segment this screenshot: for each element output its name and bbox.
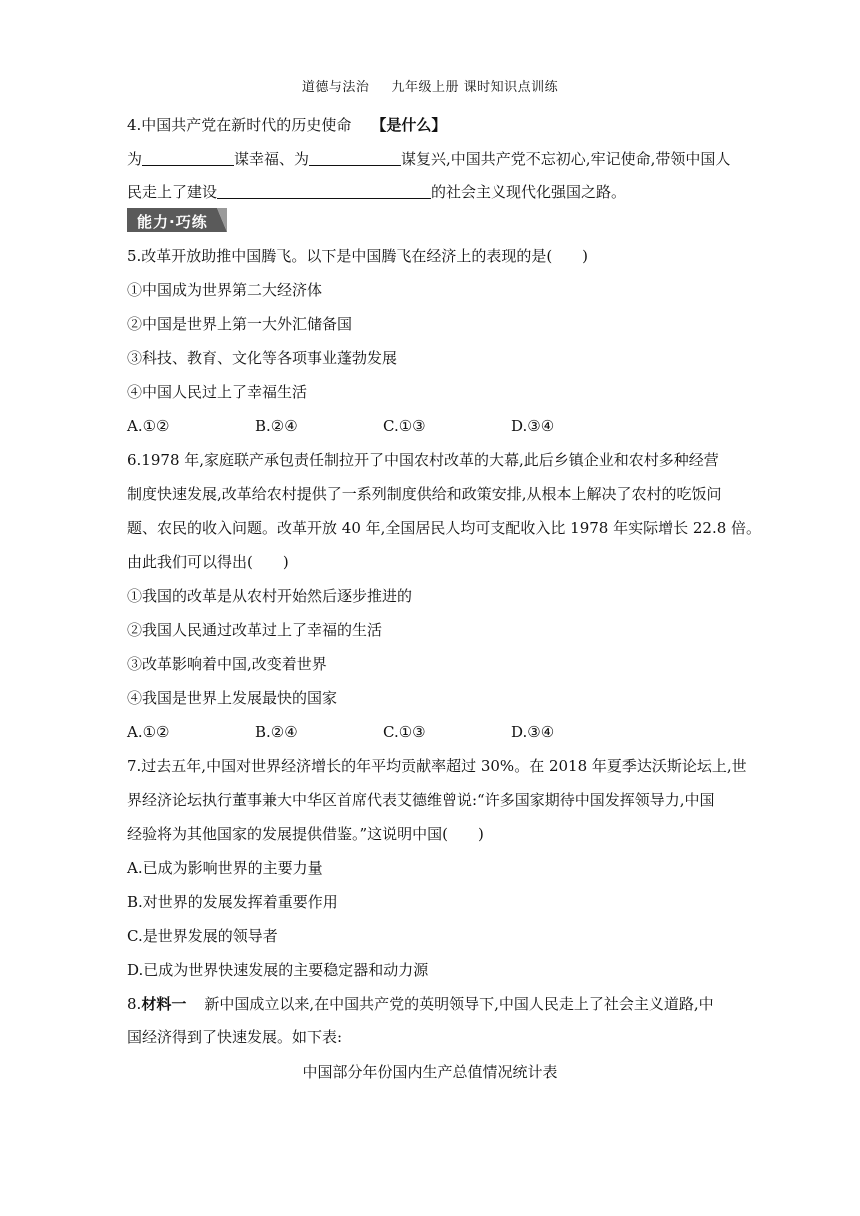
q4-text: 民走上了建设 bbox=[127, 183, 218, 201]
q7-stem-line: 7.过去五年,中国对世界经济增长的年平均贡献率超过 30%。在 2018 年夏季达沃斯论坛上,世 bbox=[127, 757, 747, 775]
q5-item: ③科技、教育、文化等各项事业蓬勃发展 bbox=[127, 349, 398, 367]
q6-ask bbox=[127, 552, 289, 572]
q6-option-b[interactable]: B.②④ bbox=[255, 723, 298, 741]
q7-choice-c[interactable]: C.是世界发展的领导者 bbox=[127, 927, 278, 945]
q5-item: ②中国是世界上第一大外汇储备国 bbox=[127, 315, 353, 333]
q6-item: ②我国人民通过改革过上了幸福的生活 bbox=[127, 621, 383, 639]
header-grade-course: 九年级上册 课时知识点训练 bbox=[391, 80, 559, 95]
q7-choice-d[interactable]: D.已成为世界快速发展的主要稳定器和动力源 bbox=[127, 961, 429, 979]
q6-item: ①我国的改革是从农村开始然后逐步推进的 bbox=[127, 587, 413, 605]
q6-paren-close: ) bbox=[282, 553, 289, 571]
q6-option-c[interactable]: C.①③ bbox=[383, 723, 426, 741]
q4-title: 4.中国共产党在新时代的历史使命 bbox=[127, 116, 352, 134]
q6-option-d[interactable]: D.③④ bbox=[511, 723, 555, 741]
q5-stem bbox=[127, 246, 588, 266]
q5-stem-text: 5.改革开放助推中国腾飞。以下是中国腾飞在经济上的表现的是( bbox=[127, 247, 553, 265]
q4-blank-3[interactable] bbox=[217, 182, 431, 199]
q7-stem-line bbox=[127, 824, 484, 844]
q6-stem-line: 6.1978 年,家庭联产承包责任制拉开了中国农村改革的大幕,此后乡镇企业和农村多种经营 bbox=[127, 451, 719, 469]
q6-stem-line: 题、农民的收入问题。改革开放 40 年,全国居民人均可支配收入比 1978 年实际增长 22.8 倍。 bbox=[127, 519, 762, 537]
q4-text: 的社会主义现代化强国之路。 bbox=[431, 183, 627, 201]
q6-stem-line: 制度快速发展,改革给农村提供了一系列制度供给和政策安排,从根本上解决了农村的吃饭问 bbox=[127, 485, 722, 503]
header-subject: 道德与法治 bbox=[301, 80, 370, 95]
q8-material-line-2: 国经济得到了快速发展。如下表: bbox=[127, 1028, 343, 1046]
q7-choice-b[interactable]: B.对世界的发展发挥着重要作用 bbox=[127, 893, 338, 911]
q6-ask-text: 由此我们可以得出( bbox=[127, 553, 253, 571]
q8-table-title: 中国部分年份国内生产总值情况统计表 bbox=[302, 1063, 558, 1081]
q7-choice-a[interactable]: A.已成为影响世界的主要力量 bbox=[127, 859, 323, 877]
q5-paren-close: ) bbox=[582, 247, 589, 265]
q5-item: ④中国人民过上了幸福生活 bbox=[127, 383, 308, 401]
q4-title-line bbox=[127, 115, 446, 135]
section-label: 能力·巧练 bbox=[137, 213, 208, 231]
q5-item: ①中国成为世界第二大经济体 bbox=[127, 281, 323, 299]
q6-item: ④我国是世界上发展最快的国家 bbox=[127, 689, 338, 707]
q8-material-label: 材料一 bbox=[141, 995, 187, 1013]
q8-number: 8. bbox=[127, 995, 142, 1013]
q4-fill-line-2 bbox=[127, 182, 626, 202]
q8-material-line bbox=[127, 994, 714, 1014]
q5-options bbox=[127, 416, 639, 436]
q6-options bbox=[127, 722, 639, 742]
q5-option-c[interactable]: C.①③ bbox=[383, 417, 426, 435]
q4-text: 谋幸福、为 bbox=[234, 150, 310, 168]
q4-fill-line-1 bbox=[127, 149, 730, 169]
q4-text: 为 bbox=[127, 150, 143, 168]
q4-tag: 【是什么】 bbox=[371, 116, 447, 134]
q4-blank-2[interactable] bbox=[309, 149, 401, 166]
q8-material-text: 新中国成立以来,在中国共产党的英明领导下,中国人民走上了社会主义道路,中 bbox=[204, 995, 714, 1013]
q7-stem-line: 界经济论坛执行董事兼大中华区首席代表艾德维曾说:“许多国家期待中国发挥领导力,中国 bbox=[127, 791, 715, 809]
q6-item: ③改革影响着中国,改变着世界 bbox=[127, 655, 327, 673]
section-badge bbox=[127, 208, 227, 232]
q4-text: 谋复兴,中国共产党不忘初心,牢记使命,带领中国人 bbox=[401, 150, 731, 168]
q6-option-a[interactable]: A.①② bbox=[127, 723, 170, 741]
page-header bbox=[0, 76, 860, 95]
q5-option-b[interactable]: B.②④ bbox=[255, 417, 298, 435]
q7-paren-close: ) bbox=[478, 825, 484, 843]
q7-stem-text: 经验将为其他国家的发展提供借鉴。”这说明中国( bbox=[127, 825, 449, 843]
q5-option-d[interactable]: D.③④ bbox=[511, 417, 555, 435]
q5-option-a[interactable]: A.①② bbox=[127, 417, 170, 435]
q4-blank-1[interactable] bbox=[142, 149, 234, 166]
